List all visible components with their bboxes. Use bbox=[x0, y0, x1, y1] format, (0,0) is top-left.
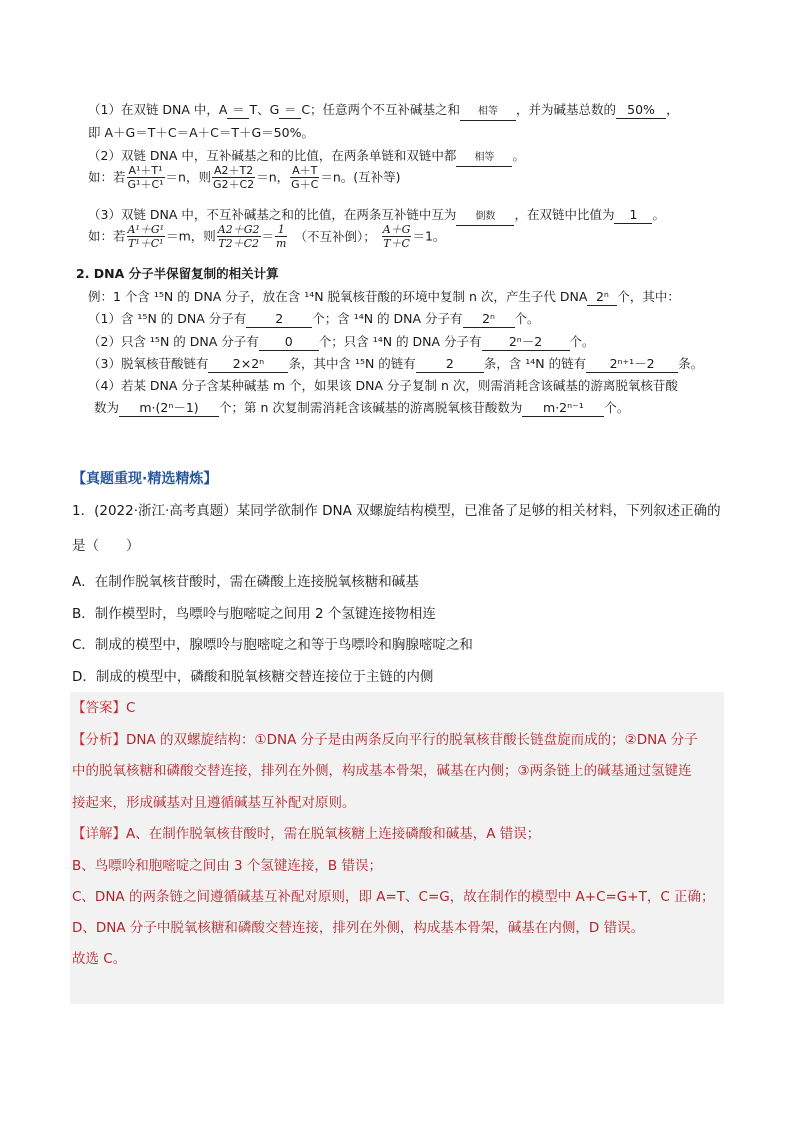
blank-50: 50% bbox=[616, 102, 666, 119]
section2-q2: （2）只含 ¹⁵N 的 DNA 分子有 0 个；只含 ¹⁴N 的 DNA 分子有 2ⁿ－2 个。 bbox=[88, 334, 595, 349]
detail-line3: C、DNA 的两条链之间遵循碱基互补配对原则，即 A=T、C=G，故在制作的模型中 A+C=G+T，C 正确； bbox=[72, 889, 715, 905]
blank-equal-2: 相等 bbox=[456, 150, 512, 167]
blank-q2b: 2ⁿ－2 bbox=[482, 334, 570, 351]
blank-a-t: ＝ bbox=[227, 102, 249, 119]
blank-ratio: 1 bbox=[614, 207, 652, 224]
section2-q4-line1: （4）若某 DNA 分子含某种碱基 m 个，如果该 DNA 分子复制 n 次，则需消耗含该碱基的游离脱氧核苷酸 bbox=[88, 378, 678, 393]
option-b: B．制作模型时，鸟嘌呤与胞嘧啶之间用 2 个氢键连接物相连 bbox=[72, 606, 436, 622]
item3-example: 如：若 $\frac{\text{A¹＋G¹}}{\text{T¹＋C¹}}$ ＝m，则 $\frac{A2+G2}{T2+C2}$ ＝ $\frac{1}{m}$ （不互补倒）； $\frac{A+G}{T+C}$ ＝1。 bbox=[88, 223, 446, 250]
section2-q1: （1）含 ¹⁵N 的 DNA 分子有 2 个；含 ¹⁴N 的 DNA 分子有 2ⁿ 个。 bbox=[88, 311, 540, 326]
blank-reciprocal: 倒数 bbox=[456, 209, 514, 226]
fraction-7: $\frac{A+G}{T+C}$ bbox=[382, 223, 411, 250]
option-a: A．在制作脱氧核苷酸时，需在磷酸上连接脱氧核糖和碱基 bbox=[72, 574, 419, 590]
blank-q3b: 2 bbox=[416, 356, 484, 373]
fraction-5: $\frac{A2+G2}{T2+C2}$ bbox=[217, 223, 260, 250]
analysis-line2: 中的脱氧核糖和磷酸交替连接，排列在外侧，构成基本骨架，碱基在内侧；③两条链上的碱基通过氢键连 bbox=[72, 763, 692, 779]
conclusion: 故选 C。 bbox=[72, 951, 127, 967]
blank-q1a: 2 bbox=[246, 311, 312, 328]
blank-offspring: 2ⁿ bbox=[587, 289, 617, 306]
blank-q3a: 2×2ⁿ bbox=[208, 356, 288, 373]
fraction-2: $\frac{A2+T2}{G2+C2}$ bbox=[212, 164, 255, 191]
detail-label: 【详解】 bbox=[72, 826, 126, 842]
answer-line bbox=[72, 697, 135, 719]
analysis-label: 【分析】 bbox=[72, 732, 126, 748]
blank-equal: 相等 bbox=[460, 104, 516, 121]
blank-q1b: 2ⁿ bbox=[463, 311, 515, 328]
fraction-3: $\frac{A+T}{G+C}$ bbox=[291, 164, 319, 191]
item2-line1: （2）双链 DNA 中，互补碱基之和的比值，在两条单链和双链中都 相等 。 bbox=[88, 146, 525, 167]
blank-q4b: m·2ⁿ⁻¹ bbox=[522, 400, 604, 417]
section2-q4-line2: 数为 m·(2ⁿ－1) 个；第 n 次复制需消耗含该碱基的游离脱氧核苷酸数为 m·2ⁿ⁻¹ 个。 bbox=[94, 400, 630, 415]
question-line2: 是（ ） bbox=[72, 538, 140, 554]
section2-example: 例：1 个含 ¹⁵N 的 DNA 分子，放在含 ¹⁴N 脱氧核苷酸的环境中复制 n 次，产生子代 DNA 2ⁿ 个，其中： bbox=[88, 289, 680, 304]
detail-line1: 【详解】A、在制作脱氧核苷酸时，需在脱氧核糖上连接磷酸和碱基，A 错误； bbox=[72, 826, 541, 842]
detail-line2: B、鸟嘌呤和胞嘧啶之间由 3 个氢键连接，B 错误； bbox=[72, 858, 382, 874]
item3-line1: （3）双链 DNA 中，不互补碱基之和的比值，在两条互补链中互为 倒数 ，在双链中比值为 1 。 bbox=[88, 205, 665, 226]
blank-g-c: ＝ bbox=[279, 102, 301, 119]
item1-line2: 即 A＋G＝T＋C＝A＋C＝T＋G＝50%。 bbox=[88, 125, 314, 140]
option-d: D．制成的模型中，磷酸和脱氧核糖交替连接位于主链的内侧 bbox=[72, 669, 434, 685]
analysis-line3: 接起来，形成碱基对且遵循碱基互补配对原则。 bbox=[72, 795, 356, 811]
blank-q3c: 2ⁿ⁺¹－2 bbox=[586, 356, 678, 373]
item2-example: 如：若 $\frac{\text{A¹＋T¹}}{\text{G¹＋C¹}}$ ＝n，则 $\frac{A2+T2}{G2+C2}$ ＝n， $\frac{A+T}{G+C}$ ＝n。(互补等) bbox=[88, 164, 401, 191]
item1-line1: （1）在双链 DNA 中，A ＝ T、G ＝ C；任意两个不互补碱基之和 相等 ，并为碱基总数的 50% ， bbox=[88, 100, 679, 121]
section2-q3: （3）脱氧核苷酸链有 2×2ⁿ 条，其中含 ¹⁵N 的链有 2 条，含 ¹⁴N 的链有 2ⁿ⁺¹－2 条。 bbox=[88, 356, 704, 371]
fraction-4: $\frac{\text{A¹＋G¹}}{\text{T¹＋C¹}}$ bbox=[127, 223, 165, 250]
fraction-6: $\frac{1}{m}$ bbox=[276, 223, 287, 250]
section2-title: 2. DNA 分子半保留复制的相关计算 bbox=[76, 266, 279, 281]
analysis-line1: 【分析】DNA 的双螺旋结构：①DNA 分子是由两条反向平行的脱氧核苷酸长链盘旋而成的；②DNA 分子 bbox=[72, 732, 698, 748]
blank-q4a: m·(2ⁿ－1) bbox=[119, 400, 219, 417]
detail-line4: D、DNA 分子中脱氧核糖和磷酸交替连接，排列在外侧，构成基本骨架，碱基在内侧，D 错误。 bbox=[72, 920, 645, 936]
answer-label: 【答案】 bbox=[72, 700, 126, 716]
question-line1: 1．(2022·浙江·高考真题）某同学欲制作 DNA 双螺旋结构模型，已准备了足够的相关材料，下列叙述正确的 bbox=[72, 503, 721, 519]
exam-header: 【真题重现·精选精炼】 bbox=[72, 471, 218, 487]
blank-q2a: 0 bbox=[259, 334, 319, 351]
answer-value: C bbox=[126, 700, 136, 716]
fraction-1: $\frac{\text{A¹＋T¹}}{\text{G¹＋C¹}}$ bbox=[127, 164, 164, 191]
option-c: C．制成的模型中，腺嘌呤与胞嘧啶之和等于鸟嘌呤和胸腺嘧啶之和 bbox=[72, 637, 473, 653]
